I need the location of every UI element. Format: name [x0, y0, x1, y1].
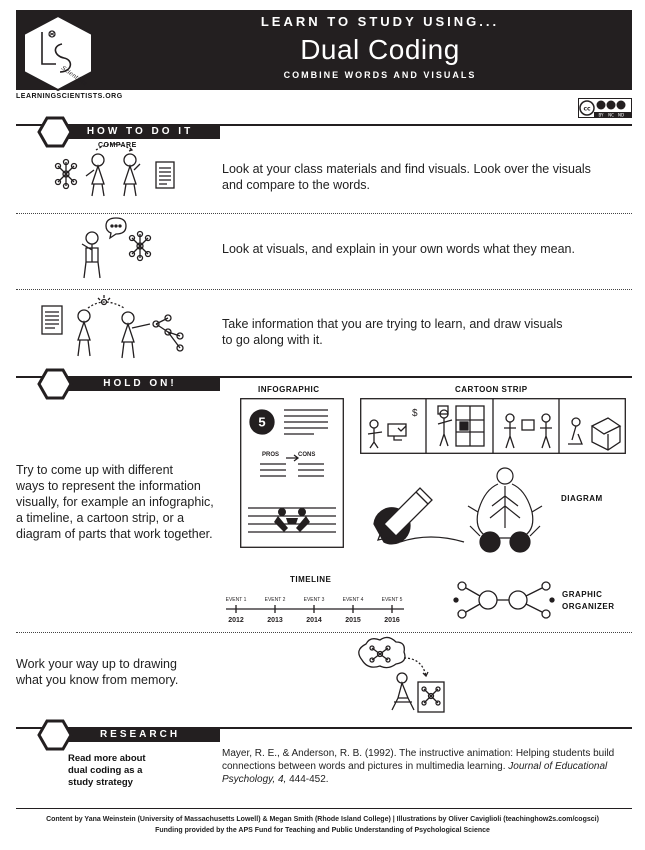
step-3-line-1: Take information that you are trying to learn, and draw visuals: [222, 317, 563, 331]
citation: Mayer, R. E., & Anderson, R. B. (1992). The instructive animation: Helping students build connections between words and pictures in multimedia learning. Journal of Educational Psychology, 4, 444-452.: [222, 748, 615, 785]
infographic-label: INFOGRAPHIC: [258, 385, 320, 394]
footer-funding: Funding provided by the APS Fund for Teaching and Public Understanding of Psychological Science: [155, 827, 490, 834]
footer-credits: Content by Yana Weinstein (University of Massachusetts Lowell) & Megan Smith (Rhode Island College) | Illustrations by Oliver Caviglioli (teachinghow2s.com/cogsci): [46, 816, 599, 823]
draw-illustration: [40, 296, 200, 362]
page-title: Dual Coding: [300, 34, 460, 65]
header-subtitle: COMBINE WORDS AND VISUALS: [283, 70, 477, 80]
hold-on-line: diagram of parts that work together.: [16, 527, 213, 541]
hold-on-line: visually, for example an infographic,: [16, 495, 214, 509]
section-heading-hold-on: HOLD ON!: [60, 377, 220, 391]
step-1-line-2: and compare to the words.: [222, 178, 370, 192]
timeline-year: 2012: [228, 617, 244, 624]
timeline-illustration: [222, 594, 408, 624]
cc-by-nc-nd-icon: [578, 98, 632, 118]
hexagon-icon: [38, 719, 72, 751]
compare-illustration: [52, 140, 192, 200]
learning-scientists-logo: [22, 14, 94, 92]
section-divider-dotted: [16, 632, 632, 633]
step-divider: [16, 213, 632, 214]
cons-label: CONS: [298, 452, 316, 458]
section-heading-research: RESEARCH: [60, 728, 220, 742]
timeline-year: 2016: [384, 617, 400, 624]
timeline-event: EVENT 1: [225, 597, 247, 603]
timeline-event: EVENT 3: [303, 597, 325, 603]
pros-label: PROS: [262, 452, 280, 458]
timeline-event: EVENT 2: [264, 597, 286, 603]
hold-on-line: a timeline, a cartoon strip, or a: [16, 511, 185, 525]
diagram-illustration: [460, 466, 550, 556]
timeline-event: EVENT 4: [342, 597, 364, 603]
diagram-label: DIAGRAM: [561, 494, 603, 503]
logo-text: Scientists: [59, 64, 89, 88]
timeline-year: 2014: [306, 617, 322, 624]
section-heading-how-to: HOW TO DO IT: [60, 125, 220, 139]
svg-text:ND: ND: [617, 112, 625, 118]
infographic-illustration: [240, 398, 344, 548]
hold-on-line: ways to represent the information: [16, 479, 201, 493]
read-more-link[interactable]: Read more about dual coding as a study strategy: [68, 753, 146, 788]
timeline-event: EVENT 5: [381, 597, 403, 603]
memory-text: Work your way up to drawing what you know from memory.: [16, 657, 179, 687]
svg-text:$: $: [412, 408, 418, 419]
step-divider: [16, 289, 632, 290]
compare-label: COMPARE: [98, 142, 137, 149]
timeline-year: 2015: [345, 617, 361, 624]
timeline-year: 2013: [267, 617, 283, 624]
step-1-line-1: Look at your class materials and find visuals. Look over the visuals: [222, 162, 591, 176]
explain-illustration: [76, 218, 156, 282]
step-2-line-1: Look at visuals, and explain in your own words what they mean.: [222, 242, 575, 256]
pencil-icon: [360, 480, 470, 550]
site-url[interactable]: LEARNINGSCIENTISTS.ORG: [16, 93, 123, 100]
graphic-organizer-label: GRAPHIC ORGANIZER: [562, 590, 615, 611]
header-kicker: LEARN TO STUDY USING...: [260, 14, 500, 29]
hexagon-icon: [38, 368, 72, 400]
infographic-number: 5: [258, 414, 266, 430]
memory-illustration: [352, 638, 452, 718]
svg-text:BY: BY: [598, 112, 604, 118]
svg-text:NC: NC: [608, 112, 614, 118]
cartoon-strip-label: CARTOON STRIP: [455, 385, 528, 394]
hold-on-line: Try to come up with different: [16, 463, 174, 477]
step-3-line-2: to go along with it.: [222, 333, 323, 347]
timeline-label: TIMELINE: [290, 575, 332, 584]
svg-text:cc: cc: [583, 105, 591, 113]
graphic-organizer-illustration: [452, 578, 556, 622]
hold-on-text: [16, 462, 236, 542]
footer-divider: [16, 808, 632, 809]
cartoon-strip-illustration: [360, 398, 626, 454]
